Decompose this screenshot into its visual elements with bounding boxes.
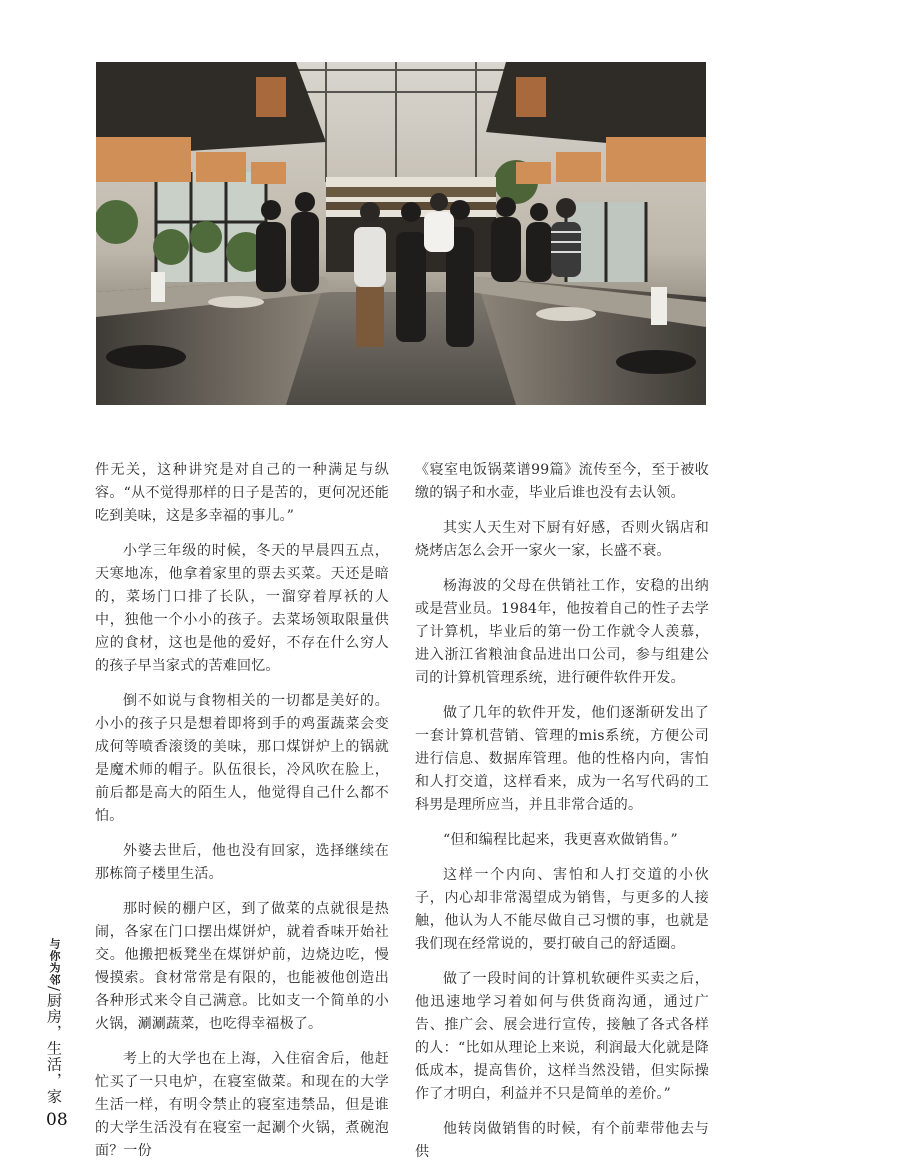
- right-text-column: [415, 459, 709, 1176]
- folio-text: [44, 938, 64, 1104]
- paragraph: 件无关，这种讲究是对自己的一种满足与纵容。“从不觉得那样的日子是苦的，更何况还能吃到美味，这是多幸福的事儿。”: [95, 462, 389, 524]
- paragraph: 这样一个内向、害怕和人打交道的小伙子，内心却非常渴望成为销售，与更多的人接触，他认为人不能尽做自己习惯的事，也就是我们现在经常说的，要打破自己的舒适圈。: [415, 867, 709, 952]
- paragraph: 小学三年级的时候，冬天的早晨四五点，天寒地冻，他拿着家里的票去买菜。天还是暗的，菜场门口排了长队，一溜穿着厚袄的人中，独他一个小小的孩子。去菜场领取限量供应的食材，这也是他的爱好，不存在什么穷人的孩子早当家式的苦难回忆。: [95, 543, 389, 674]
- paragraph: 做了几年的软件开发，他们逐渐研发出了一套计算机营销、管理的mis系统，方便公司进行信息、数据库管理。他的性格内向，害怕和人打交道，这样看来，成为一名写代码的工科男是理所应当，并且非常合适的。: [415, 705, 709, 813]
- left-text-column: [95, 459, 389, 1175]
- kitchen-photo-illustration: [96, 62, 706, 405]
- kitchen-photo: [96, 62, 706, 405]
- paragraph: 《寝室电饭锅菜谱99篇》流传至今，至于被收缴的锅子和水壶，毕业后谁也没有去认领。: [415, 462, 709, 501]
- paragraph: 外婆去世后，他也没有回家，选择继续在那栋筒子楼里生活。: [95, 843, 389, 882]
- paragraph: 倒不如说与食物相关的一切都是美好的。小小的孩子只是想着即将到手的鸡蛋蔬菜会变成何等喷香滚烫的美味，那口煤饼炉上的锅就是魔术师的帽子。队伍很长，冷风吹在脸上，前后都是高大的陌生人，他觉得自己什么都不怕。: [95, 693, 389, 824]
- quote-paragraph: “但和编程比起来，我更喜欢做销售。”: [443, 832, 678, 848]
- paragraph: 杨海波的父母在供销社工作，安稳的出纳或是营业员。1984年，他按着自己的性子去学了计算机，毕业后的第一份工作就令人羡慕，进入浙江省粮油食品进出口公司，参与组建公司的计算机管理系统，进行硬件软件开发。: [415, 578, 709, 686]
- page-folio: [44, 938, 72, 1130]
- paragraph: 那时候的棚户区，到了做菜的点就很是热闹，各家在门口摆出煤饼炉，就着香味开始社交。他搬把板凳坐在煤饼炉前，边烧边吃，慢慢摸索。食材常常是有限的，也能被他创造出各种形式来令自己满意。比如支一个简单的小火锅，涮涮蔬菜，也吃得幸福极了。: [95, 901, 389, 1032]
- section-title: 厨房，生活，家: [45, 992, 63, 1105]
- folio-divider: /: [45, 986, 63, 993]
- page-number: 08: [46, 1110, 68, 1131]
- paragraph: 他转岗做销售的时候，有个前辈带他去与供: [415, 1121, 709, 1160]
- magazine-brand: 与你为邻: [48, 938, 61, 986]
- paragraph: 做了一段时间的计算机软硬件买卖之后，他迅速地学习着如何与供货商沟通，通过广告、推广会、展会进行宣传，接触了各式各样的人：“比如从理论上来说，利润最大化就是降低成本，提高售价，这样当然没错，但实际操作了才明白，利益并不只是简单的差价。”: [415, 971, 709, 1102]
- paragraph: 其实人天生对下厨有好感，否则火锅店和烧烤店怎么会开一家火一家，长盛不衰。: [415, 520, 709, 559]
- paragraph: 考上的大学也在上海，入住宿舍后，他赶忙买了一只电炉，在寝室做菜。和现在的大学生活一样，有明令禁止的寝室违禁品，但是谁的大学生活没有在寝室一起涮个火锅，煮碗泡面？一份: [95, 1051, 389, 1159]
